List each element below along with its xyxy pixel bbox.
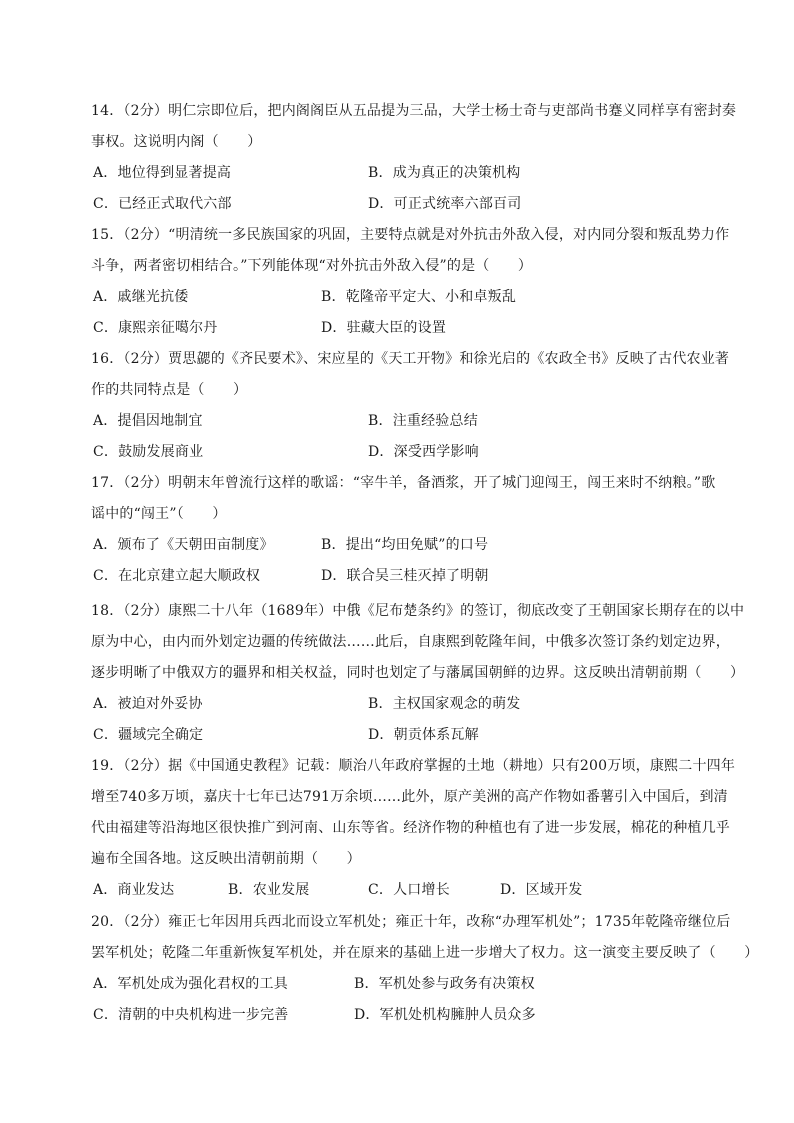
question-16-option-c: C．鼓励发展商业 (93, 444, 204, 460)
question-14-option-c: C．已经正式取代六部 (93, 196, 232, 212)
question-18-option-b: B．主权国家观念的萌发 (368, 696, 521, 712)
question-14-option-b: B．成为真正的决策机构 (368, 165, 521, 181)
question-19-option-a: A．商业发达 (93, 882, 175, 898)
question-15-option-b: B．乾隆帝平定大、小和卓叛乱 (321, 289, 517, 305)
question-17-stem-line-1: 17．（2分）明朝末年曾流行这样的歌谣：“宰牛羊，备酒浆，开了城门迎闯王，闯王来时不纳粮。”歌 (91, 475, 716, 491)
question-17-option-c: C．在北京建立起大顺政权 (93, 568, 261, 584)
question-15-stem-line-1: 15．（2分）“明清统一多民族国家的巩固，主要特点就是对外抗击外敌入侵，对内同分裂和叛乱势力作 (91, 227, 730, 243)
question-19-stem-line-4: 遍布全国各地。这反映出清朝前期（ ） (91, 851, 361, 867)
question-14-option-d: D．可正式统率六部百司 (368, 196, 522, 212)
question-17-stem-line-2: 谣中的“闯王”（ ） (91, 506, 227, 522)
question-20-option-d: D．军机处机构臃肿人员众多 (354, 1007, 536, 1023)
question-19-option-b: B．农业发展 (228, 882, 310, 898)
question-14-option-a: A．地位得到显著提高 (93, 165, 232, 181)
question-16-option-a: A．提倡因地制宜 (93, 413, 203, 429)
question-18-option-c: C．疆域完全确定 (93, 727, 204, 743)
question-15-option-a: A．戚继光抗倭 (93, 289, 189, 305)
question-20-option-a: A．军机处成为强化君权的工具 (93, 976, 288, 992)
question-15-stem-line-2: 斗争，两者密切相结合。”下列能体现“对外抗击外敌入侵”的是（ ） (91, 258, 533, 274)
question-20-option-c: C．清朝的中央机构进一步完善 (93, 1007, 289, 1023)
question-15-option-c: C．康熙亲征噶尔丹 (93, 320, 218, 336)
question-19-stem-line-2: 增至740多万顷，嘉庆十七年已达791万余顷……此外，原产美洲的高产作物如番薯引入中国后，到清 (91, 789, 728, 805)
question-14-stem-line-2: 事权。这说明内阁（ ） (91, 134, 262, 150)
question-17-option-b: B．提出“均田免赋”的口号 (321, 537, 489, 553)
question-16-stem-line-2: 作的共同特点是（ ） (91, 382, 248, 398)
question-17-option-a: A．颁布了《天朝田亩制度》 (93, 537, 274, 553)
question-16-option-d: D．深受西学影响 (368, 444, 479, 460)
question-18-stem-line-2: 原为中心，由内而外划定边疆的传统做法……此后，自康熙到乾隆年间，中俄多次签订条约划定边界， (91, 634, 730, 650)
question-20-stem-line-2: 罢军机处；乾隆二年重新恢复军机处，并在原来的基础上进一步增大了权力。这一演变主要反映了（ ） (91, 945, 759, 961)
question-19-option-c: C．人口增长 (368, 882, 450, 898)
question-18-stem-line-1: 18．（2分）康熙二十八年（1689年）中俄《尼布楚条约》的签订，彻底改变了王朝国家长期存在的以中 (91, 603, 745, 619)
question-15-option-d: D．驻藏大臣的设置 (321, 320, 447, 336)
question-16-option-b: B．注重经验总结 (368, 413, 478, 429)
question-18-option-a: A．被迫对外妥协 (93, 696, 203, 712)
question-18-option-d: D．朝贡体系瓦解 (368, 727, 479, 743)
question-19-option-d: D．区域开发 (500, 882, 583, 898)
question-19-stem-line-1: 19．（2分）据《中国通史教程》记载：顺治八年政府掌握的土地（耕地）只有200万顷，康熙二十四年 (91, 758, 736, 774)
question-16-stem-line-1: 16．（2分）贾思勰的《齐民要术》、宋应星的《天工开物》和徐光启的《农政全书》反映了古代农业著 (91, 351, 730, 367)
question-19-stem-line-3: 代由福建等沿海地区很快推广到河南、山东等省。经济作物的种植也有了进一步发展，棉花的种植几乎 (91, 820, 730, 836)
question-20-stem-line-1: 20．（2分）雍正七年因用兵西北而设立军机处；雍正十年，改称“办理军机处”；1735年乾隆帝继位后 (91, 914, 731, 930)
question-17-option-d: D．联合吴三桂灭掉了明朝 (321, 568, 489, 584)
question-20-option-b: B．军机处参与政务有决策权 (354, 976, 535, 992)
question-14-stem-line-1: 14．（2分）明仁宗即位后，把内阁阁臣从五品提为三品，大学士杨士奇与吏部尚书蹇义同样享有密封奏 (91, 103, 737, 119)
question-18-stem-line-3: 逐步明晰了中俄双方的疆界和相关权益，同时也划定了与藩属国朝鲜的边界。这反映出清朝前期（ ） (91, 665, 745, 681)
